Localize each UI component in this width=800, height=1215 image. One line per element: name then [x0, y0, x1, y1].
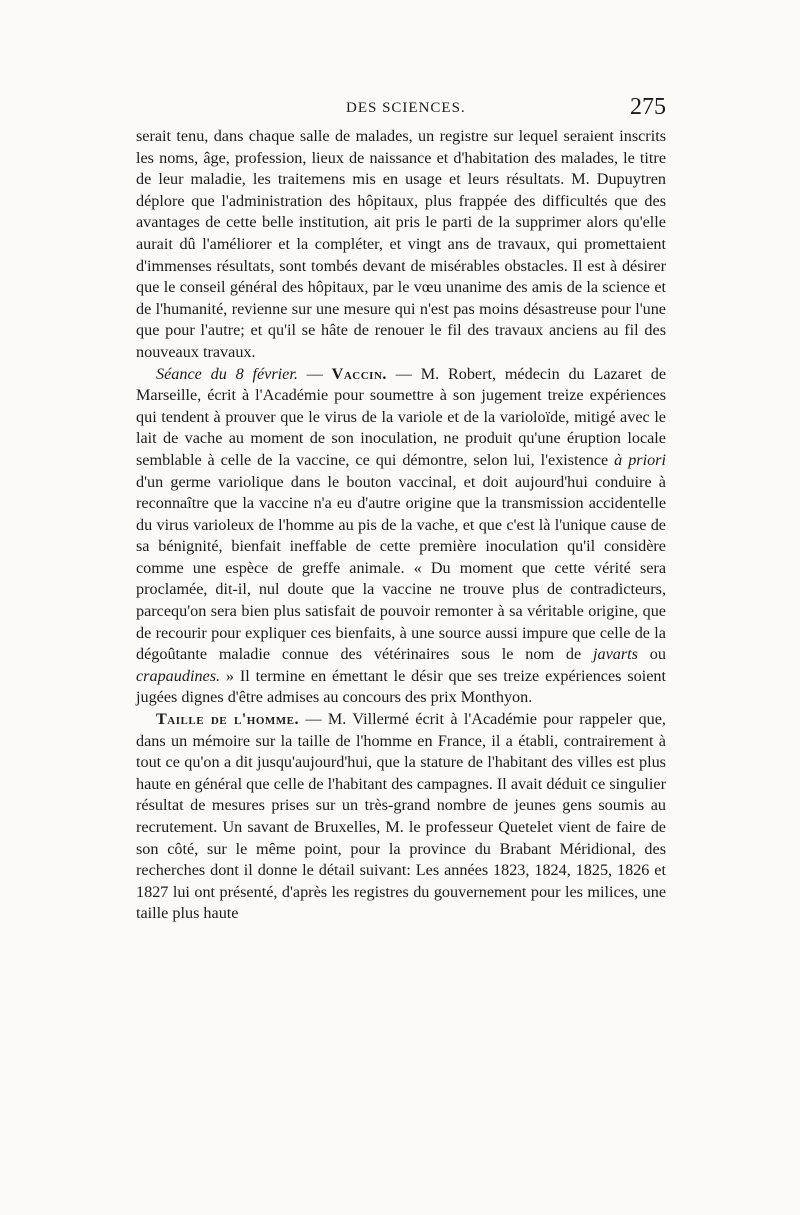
- italic-phrase: à priori: [614, 450, 666, 469]
- paragraph-text: M. Villermé écrit à l'Académie pour rappeler que, dans un mémoire sur la taille de l'homme en France, il a établi, contrairement à tout ce qu'on a dit jusqu'aujourd'hui, que la stature de l'habitant des villes est plus haute en général que celle de l'habitant des campagnes. Il avait déduit ce singulier résultat de mesures prises sur un très-grand nombre de jeunes gens soumis au recrutement. Un savant de Bruxelles, M. le professeur Quetelet vient de faire de son côté, sur le même point, pour la province du Brabant Méridional, des recherches dont il donne le détail suivant: Les années 1823, 1824, 1825, 1826 et 1827 lui ont présenté, d'après les registres du gouvernement pour les milices, une taille plus haute: [136, 710, 666, 923]
- paragraph-text: ou: [637, 645, 666, 664]
- topic-heading-taille: Taille de l'homme.: [156, 710, 300, 729]
- separator-dash: —: [386, 364, 421, 383]
- page-body: [136, 126, 666, 925]
- topic-heading-vaccin: Vaccin.: [331, 364, 387, 383]
- paragraph-text: » Il termine en émettant le désir que ses treize expériences soient jugées dignes d'être admises au concours des prix Monthyon.: [136, 666, 666, 707]
- running-head: DES SCIENCES.: [346, 100, 466, 116]
- page-header: [136, 96, 666, 126]
- paragraph-text: M. Robert, médecin du Lazaret de Marseille, écrit à l'Académie pour soumettre à son jugement treize expériences qui tendent à prouver que le virus de la variole et de la varioloïde, mitigé avec le lait de vache au moment de son inoculation, ne produit qu'une éruption locale semblable à celle de la vaccine, ce qui démontre, selon lui, l'existence: [136, 364, 667, 469]
- separator-dash: —: [299, 710, 328, 729]
- paragraph-continuation: serait tenu, dans chaque salle de malades, un registre sur lequel seraient inscrits les noms, âge, profession, lieux de naissance et d'habitation des malades, le titre de leur maladie, les traitemens mis en usage et leurs résultats. M. Dupuytren déplore que l'administration des hôpitaux, plus frappée des difficultés que des avantages de cette belle institution, ait pris le parti de la supprimer alors qu'elle aurait dû l'améliorer et la compléter, et vingt ans de travaux, qui promettaient d'immenses résultats, sont tombés devant de misérables obstacles. Il est à désirer que le conseil général des hôpitaux, par le vœu unanime des amis de la science et de l'humanité, revienne sur une mesure qui n'est pas moins désastreuse pour l'une que pour l'autre; et qu'il se hâte de renouer le fil des travaux anciens au fil des nouveaux travaux.: [136, 127, 666, 361]
- session-date: Séance du 8 février.: [156, 364, 298, 383]
- separator-dash: —: [297, 364, 332, 383]
- italic-phrase: javarts: [593, 645, 638, 664]
- paragraph-vaccin: [136, 364, 666, 710]
- paragraph-text: d'un germe variolique dans le bouton vaccinal, et doit aujourd'hui conduire à reconnaître que la vaccine n'a eu d'autre origine que la transmission accidentelle du virus varioleux de l'homme au pis de la vache, et que c'est là l'unique cause de sa bénignité, bienfait ineffable de cette première inoculation qu'il considère comme une espèce de greffe animale. « Du moment que cette vérité sera proclamée, dit-il, nul doute que la vaccine ne trouve plus de contradicteurs, parcequ'on sera bien plus satisfait de pouvoir remonter à sa véritable origine, que de recourir pour expliquer ces bienfaits, à une source aussi impure que celle de la dégoûtante maladie connue des vétérinaires sous le nom de: [136, 472, 666, 664]
- page-number: 275: [630, 94, 666, 120]
- italic-phrase: crapaudines.: [136, 666, 221, 685]
- paragraph-taille: [136, 709, 666, 925]
